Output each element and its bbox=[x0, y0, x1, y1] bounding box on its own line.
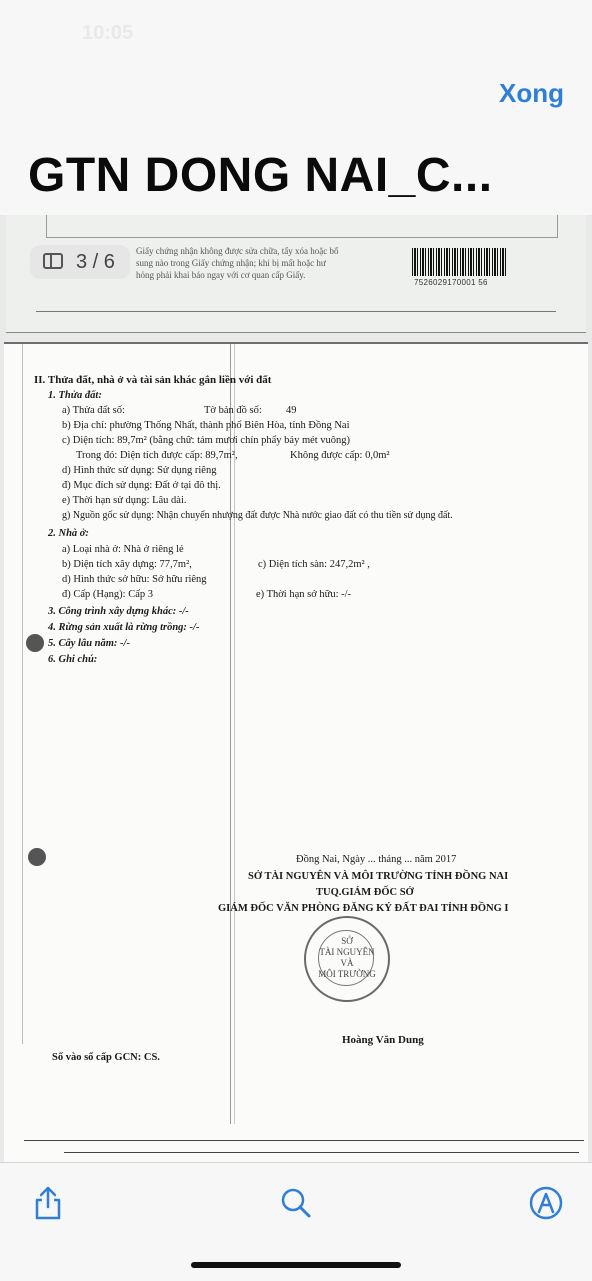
signing-office: GIÁM ĐỐC VĂN PHÒNG ĐĂNG KÝ ĐẤT ĐAI TỈNH ĐỒNG I bbox=[218, 903, 509, 914]
signing-organization: SỞ TÀI NGUYÊN VÀ MÔI TRƯỜNG TỈNH ĐỒNG NAI bbox=[248, 871, 509, 882]
land-address: b) Địa chỉ: phường Thống Nhất, thành phố Biên Hòa, tỉnh Đồng Nai bbox=[62, 420, 350, 431]
notes-heading: 6. Ghi chú: bbox=[48, 654, 98, 665]
share-icon[interactable] bbox=[30, 1185, 66, 1221]
document-page bbox=[4, 342, 588, 1162]
land-area-granted: Trong đó: Diện tích được cấp: 89,7m², bbox=[76, 450, 238, 461]
section-title: II. Thửa đất, nhà ở và tài sản khác gắn liền với đất bbox=[34, 374, 272, 386]
note-line: Giấy chứng nhận không được sửa chữa, tẩy xóa hoặc bổ bbox=[136, 246, 339, 256]
divider bbox=[64, 1152, 579, 1153]
land-area: c) Diện tích: 89,7m² (bằng chữ: tám mươi chín phẩy bảy mét vuông) bbox=[62, 435, 351, 446]
scan-edge bbox=[22, 344, 23, 1044]
land-heading: 1. Thửa đất: bbox=[48, 390, 102, 401]
markup-icon[interactable] bbox=[528, 1185, 564, 1221]
page-note bbox=[136, 245, 366, 281]
document-title: GTN DONG NAI_C... bbox=[28, 149, 493, 202]
seal-text: MÔI TRƯỜNG bbox=[318, 969, 376, 979]
page-count: 3 / 6 bbox=[76, 251, 115, 273]
divider bbox=[24, 1140, 584, 1141]
done-button[interactable]: Xong bbox=[499, 78, 564, 108]
land-origin: g) Nguồn gốc sử dụng: Nhận chuyển nhượng đất được Nhà nước giao đất có thu tiền sử dụng đất. bbox=[62, 510, 453, 521]
pdf-viewer[interactable] bbox=[0, 215, 592, 1162]
signing-role: TUQ.GIÁM ĐỐC SỞ bbox=[316, 887, 414, 898]
land-map-value: 49 bbox=[286, 405, 297, 416]
note-line: hỏng phải khai báo ngay với cơ quan cấp Giấy. bbox=[136, 270, 306, 280]
seal-text: VÀ bbox=[340, 958, 354, 968]
barcode-number: 7526029170001 56 bbox=[414, 278, 488, 287]
house-ownership-term: e) Thời hạn sở hữu: -/- bbox=[256, 589, 352, 600]
house-ownership: d) Hình thức sở hữu: Sở hữu riêng bbox=[62, 574, 207, 585]
official-seal bbox=[304, 916, 390, 1002]
house-floor-area: c) Diện tích sàn: 247,2m² , bbox=[258, 559, 370, 570]
fold-line bbox=[234, 344, 235, 1124]
house-build-area: b) Diện tích xây dựng: 77,7m², bbox=[62, 559, 192, 570]
navigation-bar bbox=[0, 0, 592, 215]
land-parcel-number: a) Thửa đất số: bbox=[62, 405, 125, 416]
date-line: Đồng Nai, Ngày ... tháng ... năm 2017 bbox=[296, 854, 457, 865]
other-works: 3. Công trình xây dựng khác: -/- bbox=[48, 606, 189, 617]
perennial-trees: 5. Cây lâu năm: -/- bbox=[48, 638, 130, 649]
page-frame bbox=[46, 215, 558, 238]
note-line: sung nào trong Giấy chứng nhận; khi bị mất hoặc hư bbox=[136, 258, 326, 268]
punch-hole bbox=[28, 848, 46, 866]
status-time: 10:05 bbox=[82, 22, 134, 44]
page-indicator[interactable] bbox=[30, 245, 130, 279]
home-indicator[interactable] bbox=[191, 1262, 401, 1268]
house-type: a) Loại nhà ở: Nhà ở riêng lẻ bbox=[62, 544, 184, 555]
house-heading: 2. Nhà ở: bbox=[48, 528, 89, 539]
land-use-form: d) Hình thức sử dụng: Sử dụng riêng bbox=[62, 465, 217, 476]
sidebar-icon bbox=[43, 253, 63, 269]
signer-name: Hoàng Văn Dung bbox=[342, 1034, 424, 1046]
land-map-label: Tờ bản đồ số: bbox=[204, 405, 262, 416]
land-use-term: e) Thời hạn sử dụng: Lâu dài. bbox=[62, 495, 187, 506]
planted-forest: 4. Rừng sản xuất là rừng trồng: -/- bbox=[48, 622, 200, 633]
land-area-not-granted: Không được cấp: 0,0m² bbox=[290, 450, 390, 461]
barcode bbox=[412, 248, 508, 276]
divider bbox=[36, 311, 556, 312]
punch-hole bbox=[26, 634, 44, 652]
house-grade: đ) Cấp (Hạng): Cấp 3 bbox=[62, 589, 153, 600]
fold-line bbox=[230, 344, 231, 1124]
search-icon[interactable] bbox=[278, 1185, 314, 1221]
register-number: Số vào sổ cấp GCN: CS. bbox=[52, 1052, 160, 1063]
land-use-purpose: đ) Mục đích sử dụng: Đất ở tại đô thị. bbox=[62, 480, 221, 491]
seal-text: TÀI NGUYÊN bbox=[319, 947, 375, 957]
seal-text: SỞ bbox=[341, 936, 353, 946]
